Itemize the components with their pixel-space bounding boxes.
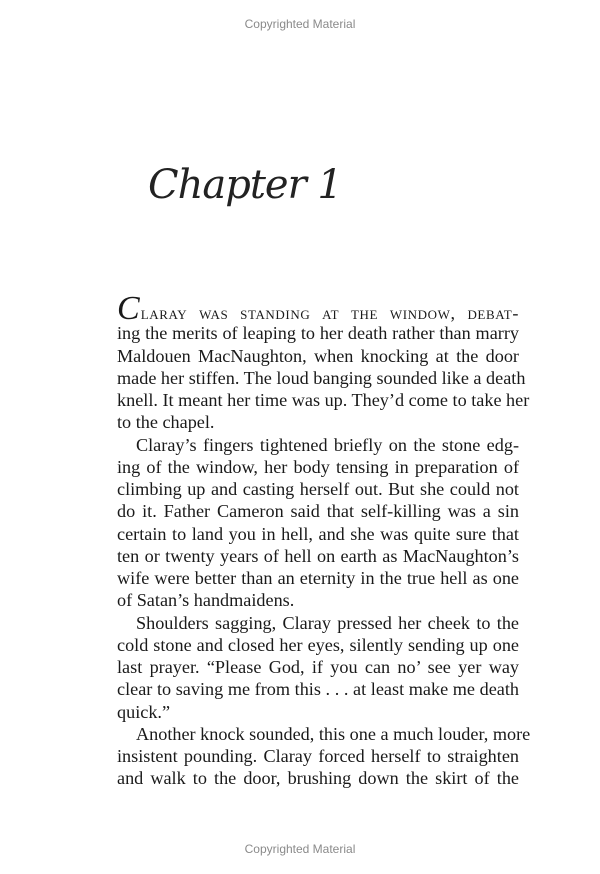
text-line: Another knock sounded, this one a much louder, more: [136, 723, 531, 744]
text-line: wife were better than an eternity in the true hell as one: [117, 568, 519, 588]
chapter-title: Chapter 1: [148, 162, 342, 208]
text-line: Shoulders sagging, Claray pressed her cheek to the: [136, 612, 519, 633]
text-line: insistent pounding. Claray forced herself to straighten: [117, 746, 519, 766]
small-caps-opening: laray was standing at the window, debat-: [140, 303, 519, 323]
copyright-watermark-top: Copyrighted Material: [244, 17, 356, 31]
text-line: ing the merits of leaping to her death rather than marry: [117, 323, 519, 344]
text-line: knell. It meant her time was up. They’d come to take her: [117, 390, 530, 410]
copyright-watermark-bottom: Copyrighted Material: [244, 842, 356, 856]
text-line: and walk to the door, brushing down the skirt of the: [117, 768, 519, 789]
text-line: climbing up and casting herself out. But she could not: [117, 479, 519, 499]
text-line: made her stiffen. The loud banging sounded like a death: [117, 367, 526, 388]
text-line: certain to land you in hell, and she was quite sure that: [117, 523, 519, 544]
text-line: quick.”: [117, 701, 171, 722]
text-line: Claray’s fingers tightened briefly on the stone edg-: [136, 434, 519, 455]
text-line: last prayer. “Please God, if you can no’ see yer way: [117, 657, 519, 677]
text-line: ing of the window, her body tensing in preparation of: [117, 456, 519, 477]
text-line: of Satan’s handmaidens.: [117, 590, 295, 611]
text-line: Maldouen MacNaughton, when knocking at the door: [117, 345, 519, 366]
text-line: do it. Father Cameron said that self-killing was a sin: [117, 501, 519, 522]
body-text: [117, 290, 531, 790]
text-line: to the chapel.: [117, 412, 215, 433]
text-line: ten or twenty years of hell on earth as MacNaughton’s: [117, 545, 519, 566]
text-line: cold stone and closed her eyes, silently sending up one: [117, 634, 519, 655]
text-line: clear to saving me from this . . . at least make me death: [117, 679, 519, 700]
drop-cap: C: [117, 290, 140, 327]
text-line-first: [117, 290, 519, 327]
